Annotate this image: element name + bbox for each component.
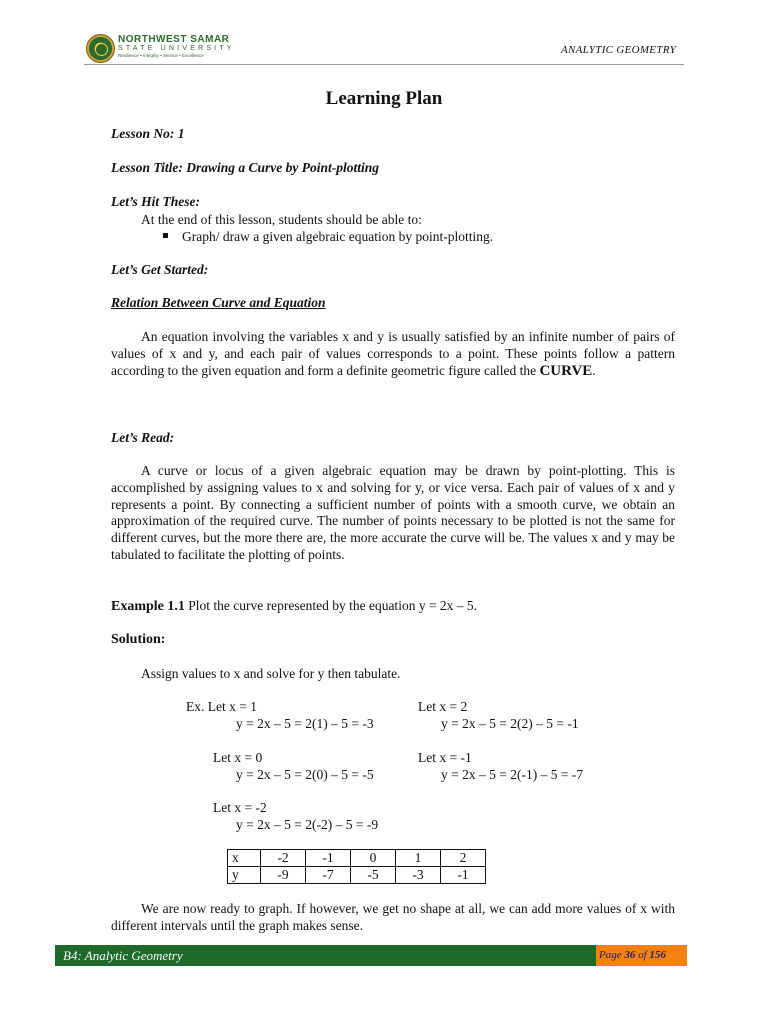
course-name: ANALYTIC GEOMETRY [560,44,676,56]
curve-term: CURVE [539,362,593,379]
table-row [228,850,486,867]
solution-heading: Solution: [111,632,166,647]
case-equation: y = 2x – 5 = 2(1) – 5 = -3 [236,716,374,731]
table-cell: -7 [306,867,351,884]
square-bullet-icon [163,233,168,238]
case-equation: y = 2x – 5 = 2(0) – 5 = -5 [236,767,374,782]
started-heading: Let’s Get Started: [111,262,209,277]
case-let: Let x = 2 [418,699,468,714]
page-title: Learning Plan [325,88,443,109]
case-equation: y = 2x – 5 = 2(2) – 5 = -1 [441,716,579,731]
curve-paragraph: An equation involving the variables x and y is usually satisfied by an infinite number of pairs of values of x and y, and each pair of values corresponds to a point. These points follow a pattern according to the given equation and form a definite geometric figure called the CURVE. [111,329,675,379]
objective-item [163,228,493,245]
hit-heading: Let’s Hit These: [111,194,200,209]
assign-instruction: Assign values to x and solve for y then tabulate. [141,666,401,681]
footer-course: B4: Analytic Geometry [55,945,596,966]
case-let: Let x = -2 [213,800,267,815]
page-header [84,34,684,65]
case-let: Let x = -1 [418,750,472,765]
example-label: Example 1.1 [111,599,185,614]
case-let: Ex. Let x = 1 [186,699,257,714]
values-table [227,849,486,884]
read-paragraph: A curve or locus of a given algebraic equation may be drawn by point-plotting. This is accomplished by assigning values to x and solving for y, or vice versa. Each pair of values of x and y represents a point. By connecting a sufficient number of points with a smooth curve, we obtain an approximation of the required curve. The number of points necessary to be plotted is not the same for different curves, but the more there are, the more accurate the curve will be. The values x and y may be tabulated to facilitate the plotting of points. [111,463,675,562]
section-subheading: Relation Between Curve and Equation [111,295,326,310]
logo-subtitle: STATE UNIVERSITY [118,45,235,52]
logo-title: NORTHWEST SAMAR [118,34,230,45]
table-cell: 2 [441,850,486,867]
table-header-cell: x [228,850,261,867]
page-footer [55,945,687,966]
example-statement: Example 1.1 Plot the curve represented by the equation y = 2x – 5. [111,598,478,614]
lesson-title: Lesson Title: Drawing a Curve by Point-plotting [111,160,380,175]
page-total: 156 [649,949,666,961]
hit-intro: At the end of this lesson, students should be able to: [141,212,422,227]
page-number: 36 [624,949,636,961]
table-row [228,867,486,884]
table-header-cell: y [228,867,261,884]
table-cell: -5 [351,867,396,884]
closing-paragraph: We are now ready to graph. If however, we get no shape at all, we can add more values of x with different intervals until the graph makes sense. [111,901,675,933]
case-equation: y = 2x – 5 = 2(-1) – 5 = -7 [441,767,584,782]
table-cell: -2 [261,850,306,867]
table-cell: -1 [306,850,351,867]
table-cell: 0 [351,850,396,867]
page-indicator: Page 36 of 156 [596,945,687,966]
logo-motto: Resilience • Integrity • Service • Excellence [118,53,204,58]
table-cell: 1 [396,850,441,867]
table-cell: -1 [441,867,486,884]
read-heading: Let’s Read: [111,430,175,445]
university-seal-icon [86,34,115,63]
table-cell: -9 [261,867,306,884]
case-let: Let x = 0 [213,750,263,765]
objective-text: Graph/ draw a given algebraic equation by point-plotting. [182,229,494,244]
case-equation: y = 2x – 5 = 2(-2) – 5 = -9 [236,817,379,832]
lesson-number: Lesson No: 1 [111,126,185,141]
table-cell: -3 [396,867,441,884]
